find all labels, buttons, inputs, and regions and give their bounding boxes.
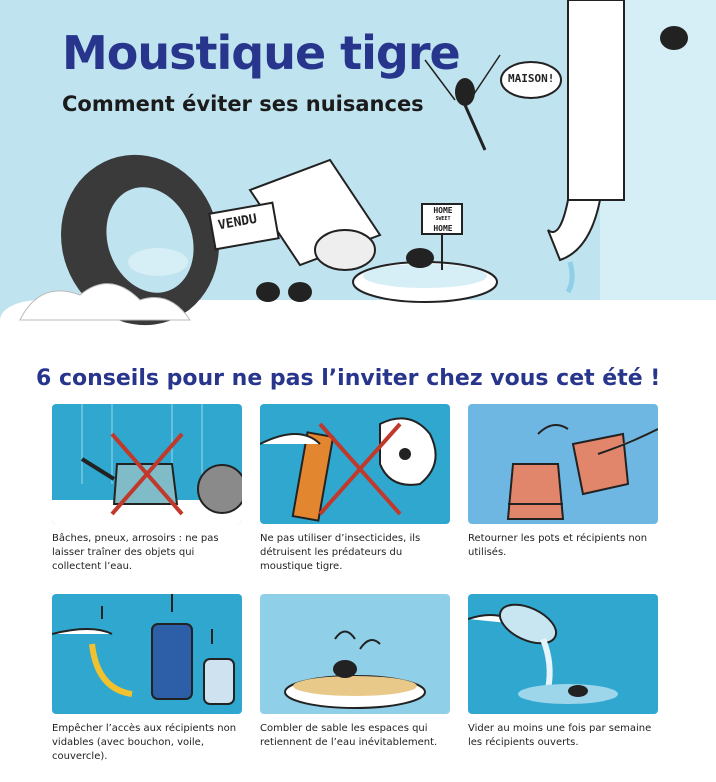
home-sign-line: HOME: [433, 206, 453, 215]
page-title: Moustique tigre: [62, 26, 460, 80]
tip-card: [468, 594, 658, 750]
tip-illustration: [468, 594, 658, 714]
tip-card: [468, 404, 658, 560]
home-sign-label: [428, 206, 458, 233]
tip-illustration: [468, 404, 658, 524]
tip-card: [260, 404, 450, 574]
saucer-icon: [353, 262, 497, 302]
insecticide-spray-icon: [260, 404, 450, 524]
tip-card: [52, 594, 242, 764]
tip-caption: Vider au moins une fois par semaine les récipients ouverts.: [468, 723, 652, 748]
sold-sign-label: VENDU: [216, 211, 259, 234]
sand-saucer-icon: [260, 594, 450, 714]
tip-card: [52, 404, 242, 574]
mosquito-icon: [660, 26, 688, 50]
tip-illustration: [260, 594, 450, 714]
home-sign-line: SWEET: [435, 216, 451, 222]
tip-caption: Ne pas utiliser d’insecticides, ils détruisent les prédateurs du moustique tigre.: [260, 533, 421, 572]
mosquito-icon: [406, 248, 434, 268]
emptying-container-icon: [468, 594, 658, 714]
tip-illustration: [52, 594, 242, 714]
tip-caption: Empêcher l’accès aux récipients non vidables (avec bouchon, voile, couvercle).: [52, 723, 237, 762]
hero-illustration: [0, 0, 716, 355]
page-subtitle: Comment éviter ses nuisances: [62, 92, 424, 116]
home-sign-line: HOME: [433, 224, 453, 233]
drainpipe-icon: [548, 0, 624, 292]
mosquito-icon: [256, 282, 312, 302]
covered-containers-icon: [52, 594, 242, 714]
tip-illustration: [52, 404, 242, 524]
speech-bubble-text: MAISON!: [508, 72, 555, 85]
tip-caption: Combler de sable les espaces qui retiennent de l’eau inévitablement.: [260, 723, 438, 748]
tip-card: [260, 594, 450, 750]
tip-caption: Retourner les pots et récipients non utilisés.: [468, 533, 648, 558]
tip-illustration: [260, 404, 450, 524]
watering-can-icon: [52, 404, 242, 524]
tips-heading: 6 conseils pour ne pas l’inviter chez vous cet été !: [36, 366, 661, 391]
tip-caption: Bâches, pneux, arrosoirs : ne pas laisser traîner des objets qui collectent l’eau.: [52, 533, 219, 572]
flower-pot-icon: [468, 404, 658, 524]
